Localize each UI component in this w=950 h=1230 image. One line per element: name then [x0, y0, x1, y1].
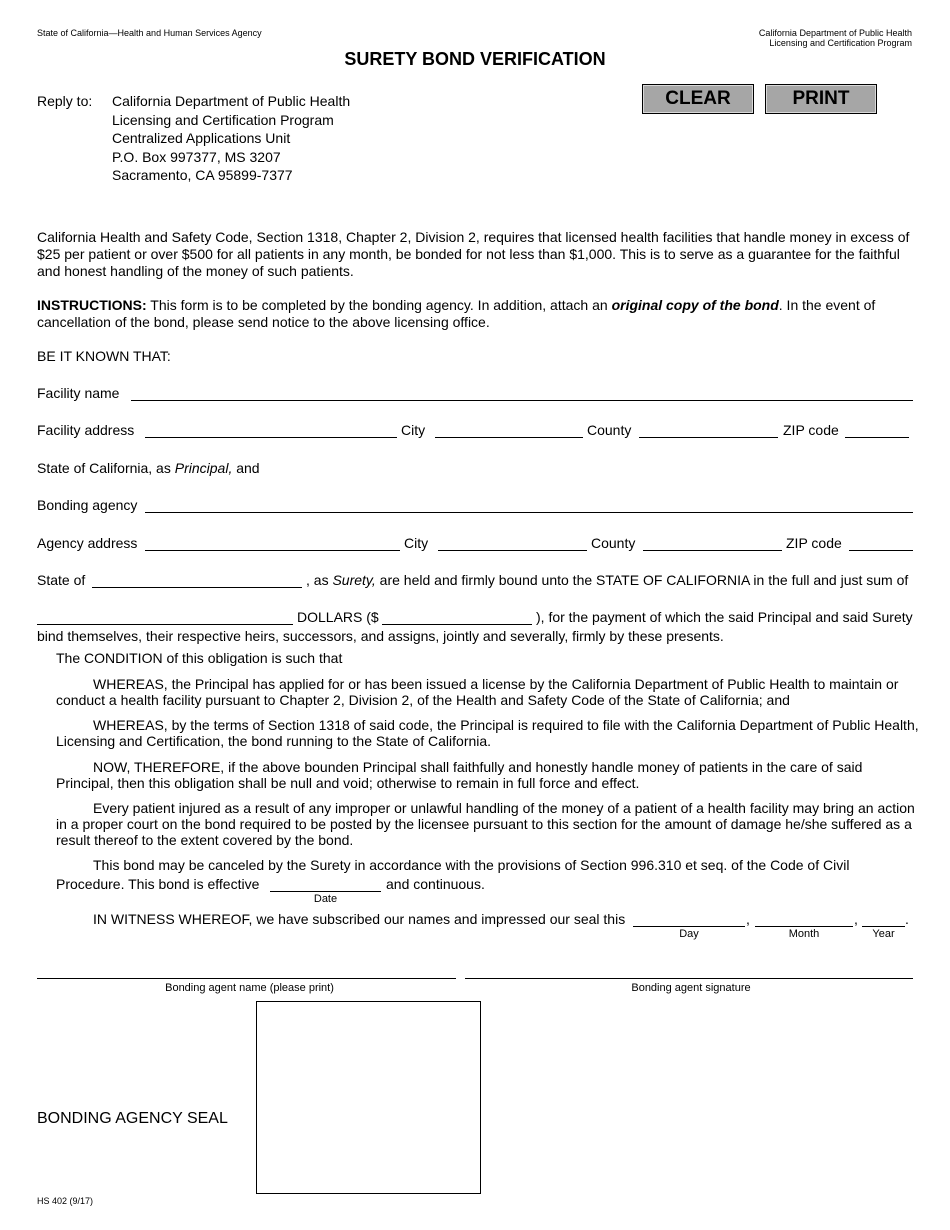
- facility-city-input[interactable]: [435, 437, 583, 438]
- seal-label: BONDING AGENCY SEAL: [37, 1110, 228, 1127]
- instructions-label: INSTRUCTIONS:: [37, 297, 147, 313]
- intro-paragraph: California Health and Safety Code, Section 1318, Chapter 2, Division 2, requires that licensed health facilities that handle money in excess of $25 per patient or over $500 for all patients in any month, be bonded for not less than $1,000. This is to serve as a guarantee for the faithful and honest handling of the money of such patients.: [37, 229, 910, 279]
- period: .: [905, 911, 909, 927]
- condition-text: This bond may be canceled by the Surety in accordance with the provisions of Section 996.310 et seq. of the Code of Civil: [93, 857, 850, 873]
- effective-date-input[interactable]: [270, 891, 381, 892]
- surety-text: , as: [306, 572, 333, 588]
- surety-emphasis: Surety,: [332, 572, 376, 588]
- agency-zip-label: ZIP code: [786, 535, 842, 551]
- agency-county-input[interactable]: [643, 550, 782, 551]
- reply-line: P.O. Box 997377, MS 3207: [112, 148, 281, 165]
- condition-text: WHEREAS, by the terms of Section 1318 of said code, the Principal is required to file with the California Department of Public Health, Licensing and Certification, the bond running to the State of California.: [56, 717, 919, 749]
- comma: ,: [746, 911, 750, 927]
- be-it-known: BE IT KNOWN THAT:: [37, 348, 171, 364]
- department-name: California Department of Public Health: [758, 28, 912, 38]
- reply-address: [112, 92, 350, 185]
- agent-name-input[interactable]: [37, 978, 456, 979]
- agency-county-label: County: [591, 535, 636, 551]
- facility-county-label: County: [587, 422, 632, 438]
- reply-line: Sacramento, CA 95899-7377: [112, 167, 293, 183]
- surety-text: are held and firmly bound unto the STATE OF CALIFORNIA in the full and just sum of: [375, 572, 909, 588]
- agency-address-input[interactable]: [145, 550, 400, 551]
- condition-text: WHEREAS, the Principal has applied for or has been issued a license by the California Department of Public Health to maintain or conduct a health facility pursuant to Chapter 2, Division 2, of the Health and Safety Code of the State of California; and: [56, 676, 899, 708]
- instructions-emphasis: original copy of the bond: [611, 297, 779, 313]
- agency-city-input[interactable]: [438, 550, 587, 551]
- condition-text: NOW, THEREFORE, if the above bounden Principal shall faithfully and honestly handle money of patients in the care of said Principal, then this obligation shall be null and void; otherwise to remain in full force and effect.: [56, 759, 863, 791]
- instructions-text: . In the event of cancellation of the bond, please send notice to the above licensing office.: [37, 297, 876, 330]
- dollars-tail: ), for the payment of which the said Principal and said Surety: [536, 609, 913, 625]
- instructions-paragraph: [37, 297, 913, 331]
- witness-month-input[interactable]: [755, 926, 853, 927]
- year-caption: Year: [872, 928, 895, 940]
- witness-text: IN WITNESS WHEREOF, we have subscribed our names and impressed our seal this: [93, 911, 626, 927]
- facility-name-label: Facility name: [37, 385, 120, 401]
- instructions-text: This form is to be completed by the bonding agency. In addition, attach an: [146, 297, 612, 313]
- page-title: SURETY BOND VERIFICATION: [344, 49, 606, 69]
- facility-zip-input[interactable]: [845, 437, 909, 438]
- agency-city-label: City: [404, 535, 429, 551]
- agency-zip-input[interactable]: [849, 550, 913, 551]
- condition-intro: The CONDITION of this obligation is such that: [56, 650, 343, 666]
- surety-state-input[interactable]: [92, 587, 302, 588]
- comma: ,: [854, 911, 858, 927]
- effective-label: Procedure. This bond is effective: [56, 876, 260, 892]
- clear-button[interactable]: CLEAR: [642, 84, 754, 114]
- reply-line: Licensing and Certification Program: [112, 111, 334, 128]
- condition-paragraph-5: [56, 857, 920, 873]
- facility-zip-label: ZIP code: [783, 422, 839, 438]
- bind-line: bind themselves, their respective heirs, successors, and assigns, jointly and severally, firmly by these presents.: [37, 628, 724, 644]
- principal-line: [37, 460, 260, 477]
- condition-paragraph-4: [56, 800, 920, 848]
- program-name: Licensing and Certification Program: [769, 38, 912, 48]
- reply-line: California Department of Public Health: [112, 93, 351, 109]
- form-number: HS 402 (9/17): [37, 1196, 94, 1206]
- principal-text: State of California, as: [37, 460, 175, 476]
- agency-name: State of California—Health and Human Services Agency: [37, 28, 262, 38]
- state-of-label: State of: [37, 572, 86, 588]
- month-caption: Month: [788, 928, 820, 940]
- agency-address-label: Agency address: [37, 535, 138, 551]
- agent-name-caption: Bonding agent name (please print): [165, 982, 334, 994]
- condition-paragraph-1: [56, 676, 920, 708]
- dollars-amount-input[interactable]: [382, 624, 532, 625]
- principal-emphasis: Principal,: [174, 460, 233, 476]
- condition-text: Every patient injured as a result of any improper or unlawful handling of the money of a patient of a health facility may bring an action in a proper court on the bond required to be posted by the licensee pursuant to this section for the amount of damage he/she suffered as a result thereof to the extent covered by the bond.: [56, 800, 915, 848]
- date-caption: Date: [313, 893, 338, 905]
- seal-box[interactable]: [256, 1001, 481, 1194]
- continuous-text: and continuous.: [386, 876, 485, 892]
- condition-paragraph-3: [56, 759, 920, 791]
- bonding-agency-label: Bonding agency: [37, 497, 138, 513]
- surety-line: [306, 572, 908, 589]
- bonding-agency-input[interactable]: [145, 512, 913, 513]
- witness-day-input[interactable]: [633, 926, 745, 927]
- reply-to-label: Reply to:: [37, 93, 93, 109]
- agent-signature-input[interactable]: [465, 978, 913, 979]
- witness-year-input[interactable]: [862, 926, 905, 927]
- facility-city-label: City: [401, 422, 426, 438]
- department-header: [759, 28, 912, 48]
- facility-name-input[interactable]: [131, 400, 913, 401]
- print-button[interactable]: PRINT: [765, 84, 877, 114]
- dollars-words-input[interactable]: [37, 624, 293, 625]
- day-caption: Day: [679, 928, 699, 940]
- facility-county-input[interactable]: [639, 437, 778, 438]
- facility-address-label: Facility address: [37, 422, 135, 438]
- facility-address-input[interactable]: [145, 437, 397, 438]
- agent-signature-caption: Bonding agent signature: [631, 982, 751, 994]
- dollars-label: DOLLARS ($: [297, 609, 379, 625]
- condition-paragraph-2: [56, 717, 920, 749]
- principal-text: and: [232, 460, 260, 476]
- reply-line: Centralized Applications Unit: [112, 130, 291, 146]
